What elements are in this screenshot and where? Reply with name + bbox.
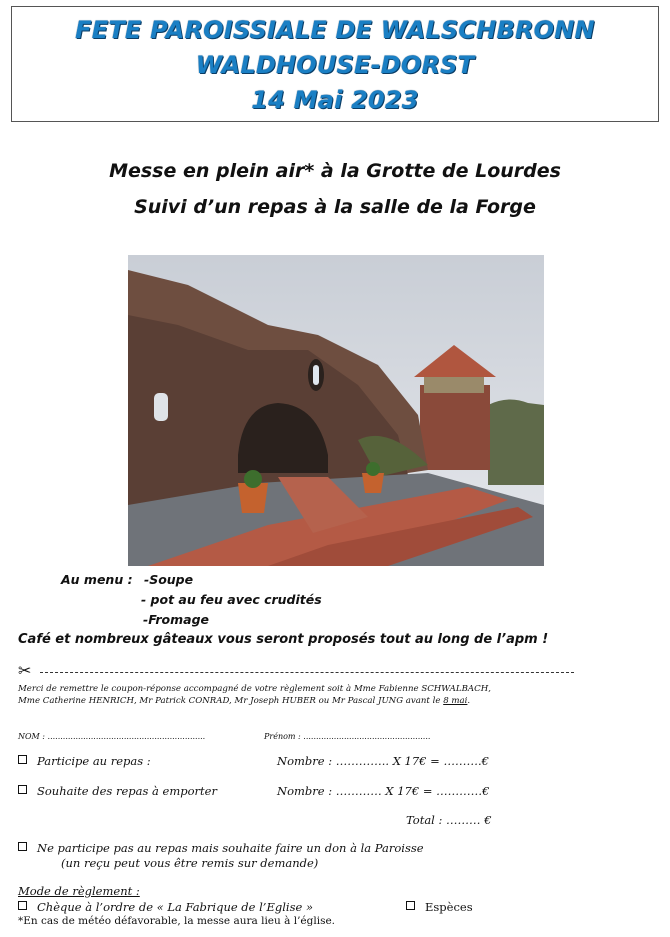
takeaway-checkbox[interactable]	[18, 785, 27, 794]
cheque-label: Chèque à l’ordre de « La Fabrique de l’Eglise »	[37, 900, 313, 914]
firstname-field[interactable]: Prénom : ..................................................	[264, 732, 431, 741]
takeaway-count[interactable]: Nombre : ………… X 17€ = …………€	[277, 784, 490, 798]
coupon-instructions: Merci de remettre le coupon-réponse accompagné de votre règlement soit à Mme Fabienne SCHWALBACH, Mme Catherine HENRICH, Mr Patrick CONRAD, Mr Joseph HUBER ou Mr Pascal JUNG avant le 8 mai.	[18, 684, 491, 706]
menu-label: Au menu :	[61, 572, 133, 587]
weather-note: *En cas de météo défavorable, la messe aura lieu à l’église.	[18, 915, 336, 927]
donation-row	[18, 841, 424, 855]
instruction-end: Mme Catherine HENRICH, Mr Patrick CONRAD, Mr Joseph HUBER ou Mr Pascal JUNG avant le	[18, 696, 441, 706]
grotto-photo	[128, 255, 544, 566]
payment-title: Mode de règlement :	[18, 884, 140, 898]
cheque-checkbox[interactable]	[18, 901, 27, 910]
menu-dessert: Café et nombreux gâteaux vous seront proposés tout au long de l’apm !	[18, 632, 549, 647]
total-field[interactable]: Total : ……… €	[406, 813, 492, 827]
header-title: FETE PAROISSIALE DE WALSCHBRONN	[75, 16, 595, 44]
instruction-start: Merci de remettre le coupon-réponse accompagné de votre règlement soit à Mme Fabienne SCHWALBACH,	[18, 684, 491, 694]
donation-label: Ne participe pas au repas mais souhaite faire un don à la Paroisse	[37, 841, 424, 855]
name-field[interactable]: NOM : ..............................................................	[18, 732, 206, 741]
header-box	[11, 6, 659, 122]
subtitle-meal: Suivi d’un repas à la salle de la Forge	[134, 196, 536, 218]
cash-checkbox[interactable]	[406, 901, 415, 910]
subtitle-mass: Messe en plein air* à la Grotte de Lourdes	[109, 160, 561, 182]
participate-label: Participe au repas :	[37, 754, 151, 768]
participate-row	[18, 754, 151, 768]
dashed-divider	[40, 672, 574, 673]
cut-line	[18, 661, 574, 680]
cash-label: Espèces	[425, 900, 473, 914]
menu-item-main: - pot au feu avec crudités	[141, 592, 322, 607]
header-date: 14 Mai 2023	[251, 86, 419, 114]
cheque-row	[18, 900, 313, 914]
menu-item-cheese: -Fromage	[143, 612, 209, 627]
header-location: WALDHOUSE-DORST	[195, 51, 475, 79]
cash-row	[406, 900, 473, 914]
takeaway-row	[18, 784, 217, 798]
scissors-icon: ✂	[18, 661, 32, 680]
takeaway-label: Souhaite des repas à emporter	[37, 784, 217, 798]
participate-checkbox[interactable]	[18, 755, 27, 764]
deadline-date: 8 mai	[443, 696, 468, 706]
participate-count[interactable]: Nombre : ………….. X 17€ = ……….€	[277, 754, 489, 768]
donation-checkbox[interactable]	[18, 842, 27, 851]
donation-note: (un reçu peut vous être remis sur demande)	[61, 856, 319, 870]
menu-item-soup: -Soupe	[144, 572, 194, 587]
